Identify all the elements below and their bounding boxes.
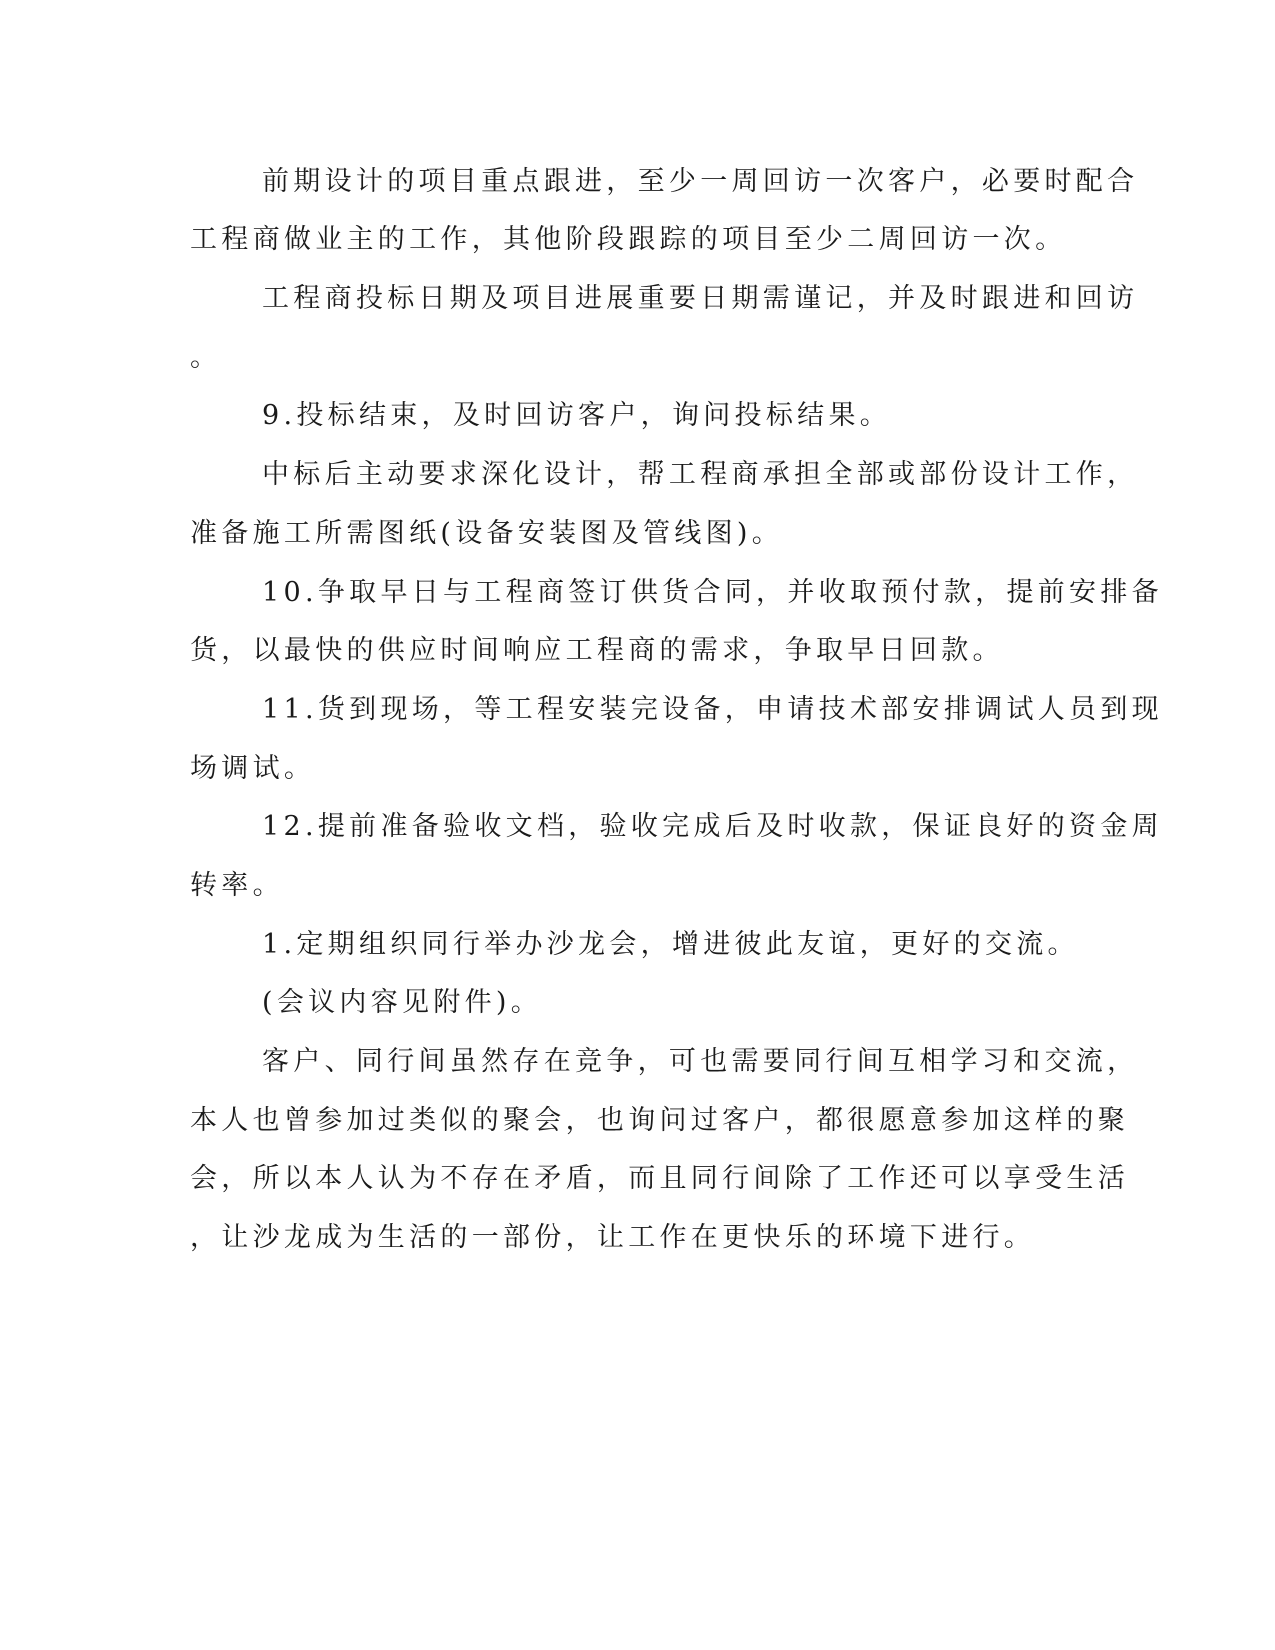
text-line: 工程商投标日期及项目进展重要日期需谨记，并及时跟进和回访 [262,283,1139,314]
text-line: 准备施工所需图纸(设备安装图及管线图)。 [190,518,784,549]
text-line: ，让沙龙成为生活的一部份，让工作在更快乐的环境下进行。 [190,1222,1036,1253]
text-line: 会，所以本人认为不存在矛盾，而且同行间除了工作还可以享受生活 [190,1163,1129,1194]
text-line: 。 [190,342,222,373]
text-line: 11.货到现场，等工程安装完设备，申请技术部安排调试人员到现 [262,694,1163,725]
text-line: (会议内容见附件)。 [262,987,543,1018]
text-line: 本人也曾参加过类似的聚会，也询问过客户，都很愿意参加这样的聚 [190,1105,1129,1136]
text-line: 9.投标结束，及时回访客户，询问投标结果。 [262,400,892,431]
text-line: 转率。 [190,870,284,901]
text-line: 1.定期组织同行举办沙龙会，增进彼此友谊，更好的交流。 [262,929,1079,960]
text-line: 工程商做业主的工作，其他阶段跟踪的项目至少二周回访一次。 [190,224,1067,255]
text-line: 货，以最快的供应时间响应工程商的需求，争取早日回款。 [190,635,1004,666]
text-line: 10.争取早日与工程商签订供货合同，并收取预付款，提前安排备 [262,577,1163,608]
text-line: 场调试。 [190,753,316,784]
text-line: 前期设计的项目重点跟进，至少一周回访一次客户，必要时配合 [262,166,1139,197]
text-line: 客户、同行间虽然存在竞争，可也需要同行间互相学习和交流， [262,1046,1139,1077]
text-line: 12.提前准备验收文档，验收完成后及时收款，保证良好的资金周 [262,811,1163,842]
text-line: 中标后主动要求深化设计，帮工程商承担全部或部份设计工作， [262,459,1139,490]
